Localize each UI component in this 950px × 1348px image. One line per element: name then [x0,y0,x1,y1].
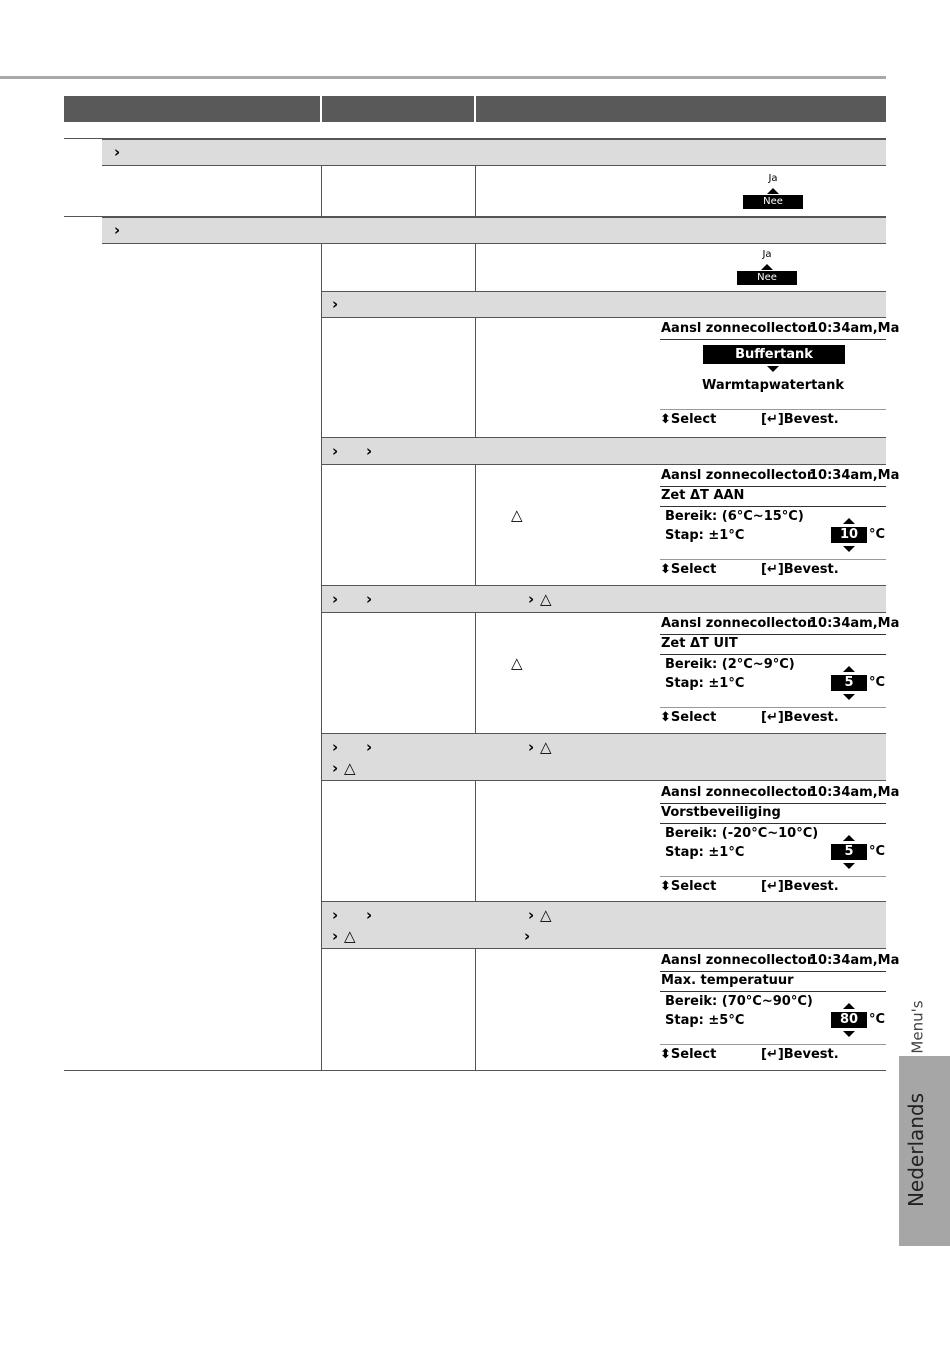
chevron-right-icon: › [332,927,339,945]
confirm-hint: [↵]Bevest. [761,1047,839,1062]
triangle-icon: △ [511,654,523,672]
arrow-up-icon [843,518,855,524]
screen-title: Aansl zonnecollector 10:34am,Ma [661,321,900,336]
value-box: 5 [831,844,867,860]
chevron-right-icon: › [366,738,373,756]
column-divider [321,166,322,217]
path-band [321,291,886,318]
chevron-right-icon: › [366,906,373,924]
unit-label: °C [869,675,886,690]
range-text: Bereik: (-20°C~10°C) [665,826,819,841]
chevron-right-icon: › [332,759,339,777]
section-band [102,139,886,166]
confirm-hint: [↵]Bevest. [761,879,839,894]
side-tab-language[interactable] [899,1056,950,1246]
value-box: 10 [831,527,867,543]
lcd-screen-frost [660,785,900,895]
lcd-screen-buffer [660,321,900,431]
arrow-up-icon [843,666,855,672]
step-text: Stap: ±5°C [665,1013,745,1028]
value-box: 5 [831,675,867,691]
step-text: Stap: ±1°C [665,845,745,860]
range-text: Bereik: (6°C~15°C) [665,509,804,524]
side-tab-menus[interactable] [899,1000,939,1054]
arrow-down-icon [843,1031,855,1037]
lcd-screen-dt-off [660,616,900,726]
triangle-icon: △ [540,906,552,924]
step-text: Stap: ±1°C [665,676,745,691]
confirm-hint: [↵]Bevest. [761,412,839,427]
unit-label: °C [869,844,886,859]
option-nee-selected: Nee [737,271,797,285]
screen-title: Aansl zonnecollector 10:34am,Ma [661,953,900,968]
section-band [102,217,886,244]
column-divider [321,244,322,1071]
chevron-right-icon: › [114,221,121,239]
column-divider [475,465,476,586]
chevron-right-icon: › [332,906,339,924]
confirm-hint: [↵]Bevest. [761,562,839,577]
chevron-right-icon: › [366,590,373,608]
select-hint: ⬍Select [660,1047,717,1062]
lcd-screen-max-temp [660,953,900,1063]
chevron-right-icon: › [524,927,531,945]
chevron-right-icon: › [366,442,373,460]
select-hint: ⬍Select [660,412,717,427]
top-rule [0,76,886,79]
arrow-up-icon [767,188,779,194]
chevron-right-icon: › [332,738,339,756]
side-tab-menus-label: Menu's [908,1000,927,1054]
option-nee-selected: Nee [743,195,803,209]
path-band [321,733,886,781]
column-divider [475,781,476,902]
option-selected: Buffertank [703,345,845,364]
path-band [321,901,886,949]
select-hint: ⬍Select [660,879,717,894]
screen-title: Aansl zonnecollector 10:34am,Ma [661,468,900,483]
unit-label: °C [869,527,886,542]
screen-title: Aansl zonnecollector 10:34am,Ma [661,616,900,631]
path-band [321,585,886,613]
header-separator [474,96,476,122]
triangle-icon: △ [540,738,552,756]
step-text: Stap: ±1°C [665,528,745,543]
triangle-icon: △ [511,506,523,524]
triangle-icon: △ [540,590,552,608]
arrow-up-icon [761,264,773,270]
column-divider [475,244,476,292]
option-other: Warmtapwatertank [701,378,844,393]
lcd-screen-dt-on [660,468,900,578]
screen-heading: Vorstbeveiliging [661,805,781,820]
header-separator [320,96,322,122]
column-divider [475,613,476,734]
screen-heading: Zet ΔT AAN [661,488,745,503]
screen-heading: Zet ΔT UIT [661,636,738,651]
confirm-hint: [↵]Bevest. [761,710,839,725]
chevron-right-icon: › [114,143,121,161]
screen-title: Aansl zonnecollector 10:34am,Ma [661,785,900,800]
arrow-down-icon [843,863,855,869]
select-hint: ⬍Select [660,562,717,577]
ja-nee-toggle[interactable] [737,249,797,287]
chevron-right-icon: › [332,590,339,608]
arrow-up-icon [843,835,855,841]
triangle-icon: △ [344,927,356,945]
chevron-right-icon: › [528,906,535,924]
column-divider [475,318,476,438]
chevron-right-icon: › [332,295,339,313]
chevron-right-icon: › [332,442,339,460]
arrow-down-icon [767,366,779,372]
select-hint: ⬍Select [660,710,717,725]
range-text: Bereik: (2°C~9°C) [665,657,795,672]
triangle-icon: △ [344,759,356,777]
side-tab-language-label: Nederlands [904,1092,929,1208]
unit-label: °C [869,1012,886,1027]
arrow-up-icon [843,1003,855,1009]
value-box: 80 [831,1012,867,1028]
column-divider [475,166,476,217]
range-text: Bereik: (70°C~90°C) [665,994,813,1009]
path-band [321,437,886,465]
column-divider [475,949,476,1071]
screen-heading: Max. temperatuur [661,973,794,988]
option-ja: Ja [768,173,778,184]
ja-nee-toggle[interactable] [743,173,803,211]
chevron-right-icon: › [528,738,535,756]
arrow-down-icon [843,546,855,552]
chevron-right-icon: › [528,590,535,608]
arrow-down-icon [843,694,855,700]
option-ja: Ja [762,249,772,260]
